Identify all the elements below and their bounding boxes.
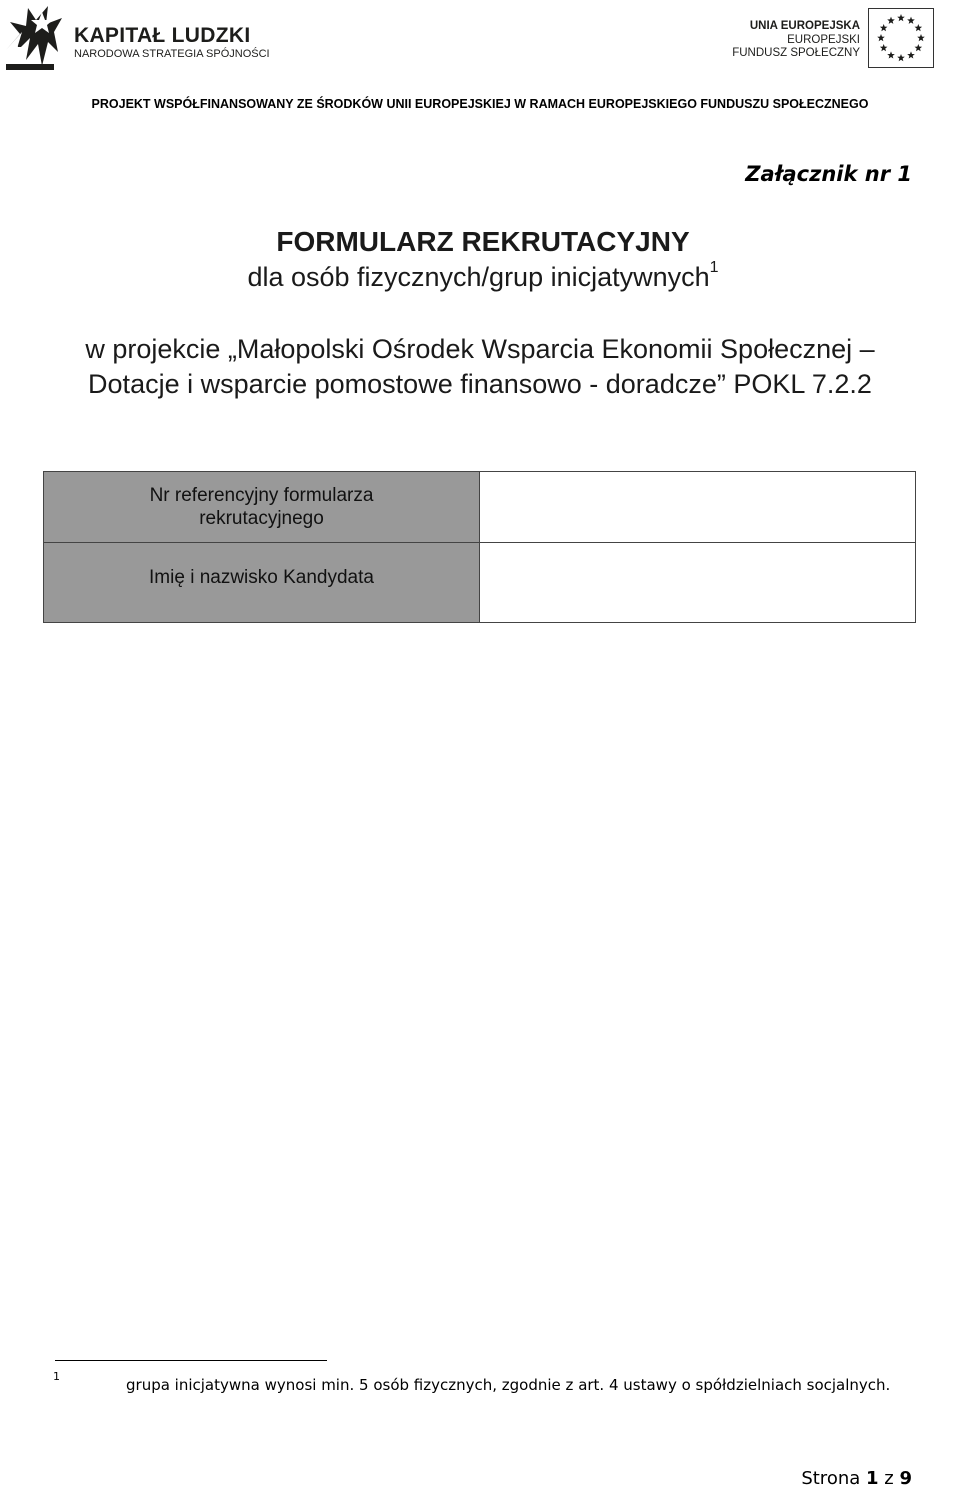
annex-label: Załącznik nr 1 xyxy=(745,162,912,186)
form-subtitle xyxy=(0,259,960,293)
footnote-number: 1 xyxy=(53,1370,60,1383)
page-separator: z xyxy=(884,1468,894,1489)
reference-number-label-line1: Nr referencyjny formularza xyxy=(149,485,374,507)
eu-star-icon xyxy=(907,17,915,24)
reference-number-label xyxy=(44,472,480,543)
eu-fund-text xyxy=(732,20,860,61)
footnote-text: grupa inicjatywna wynosi min. 5 osób fizycznych, zgodnie z art. 4 ustawy o spółdzielniach socjalnych. xyxy=(126,1376,891,1394)
eu-star-icon xyxy=(877,34,885,41)
table-row xyxy=(44,543,916,623)
candidate-name-field[interactable] xyxy=(480,543,916,623)
eu-flag-icon xyxy=(868,8,934,68)
form-title: FORMULARZ REKRUTACYJNY xyxy=(276,226,690,257)
page-current: 1 xyxy=(866,1468,879,1489)
eu-star-icon xyxy=(907,51,915,58)
eu-star-icon xyxy=(917,34,925,41)
page-prefix: Strona xyxy=(801,1468,861,1489)
candidate-name-label xyxy=(44,543,480,623)
footnote-reference[interactable]: 1 xyxy=(709,259,719,276)
eu-star-icon xyxy=(915,44,923,51)
eu-star-icon xyxy=(887,17,895,24)
eu-star-icon xyxy=(897,54,905,61)
eu-star-icon xyxy=(915,24,923,31)
eu-line2: EUROPEJSKI xyxy=(787,33,860,46)
page-number xyxy=(801,1468,912,1489)
form-subtitle-text: dla osób fizycznych/grup inicjatywnych xyxy=(247,262,710,292)
reference-number-label-line2: rekrutacyjnego xyxy=(199,508,324,530)
project-cofinancing-line: PROJEKT WSPÓŁFINANSOWANY ZE ŚRODKÓW UNII EUROPEJSKIEJ W RAMACH EUROPEJSKIEGO FUNDUSZU SPOŁECZNEGO xyxy=(91,97,869,111)
reference-number-field[interactable] xyxy=(480,472,916,543)
eu-stars-icon xyxy=(869,9,933,67)
footnote-divider xyxy=(55,1360,327,1361)
kapital-ludzki-logo xyxy=(2,2,270,78)
eu-star-icon xyxy=(897,14,905,21)
eu-line3: FUNDUSZ SPOŁECZNY xyxy=(732,47,860,59)
eu-star-icon xyxy=(887,51,895,58)
eu-logo-block xyxy=(700,8,934,70)
eu-star-icon xyxy=(880,44,888,51)
project-name: w projekcie „Małopolski Ośrodek Wsparcia Ekonomii Społecznej – Dotacje i wsparcie pomostowe finansowo - doradcze” POKL 7.2.2 xyxy=(85,334,875,399)
kapital-ludzki-title: KAPITAŁ LUDZKI xyxy=(74,24,251,47)
eu-line1: UNIA EUROPEJSKA xyxy=(749,20,860,32)
page-total: 9 xyxy=(899,1468,912,1489)
kapital-ludzki-subtitle: NARODOWA STRATEGIA SPÓJNOŚCI xyxy=(74,48,270,60)
kapital-ludzki-emblem-icon xyxy=(2,2,64,76)
eu-star-icon xyxy=(880,24,888,31)
recruitment-info-table xyxy=(43,471,916,623)
candidate-name-label-text: Imię i nazwisko Kandydata xyxy=(149,567,374,589)
table-row xyxy=(44,472,916,543)
